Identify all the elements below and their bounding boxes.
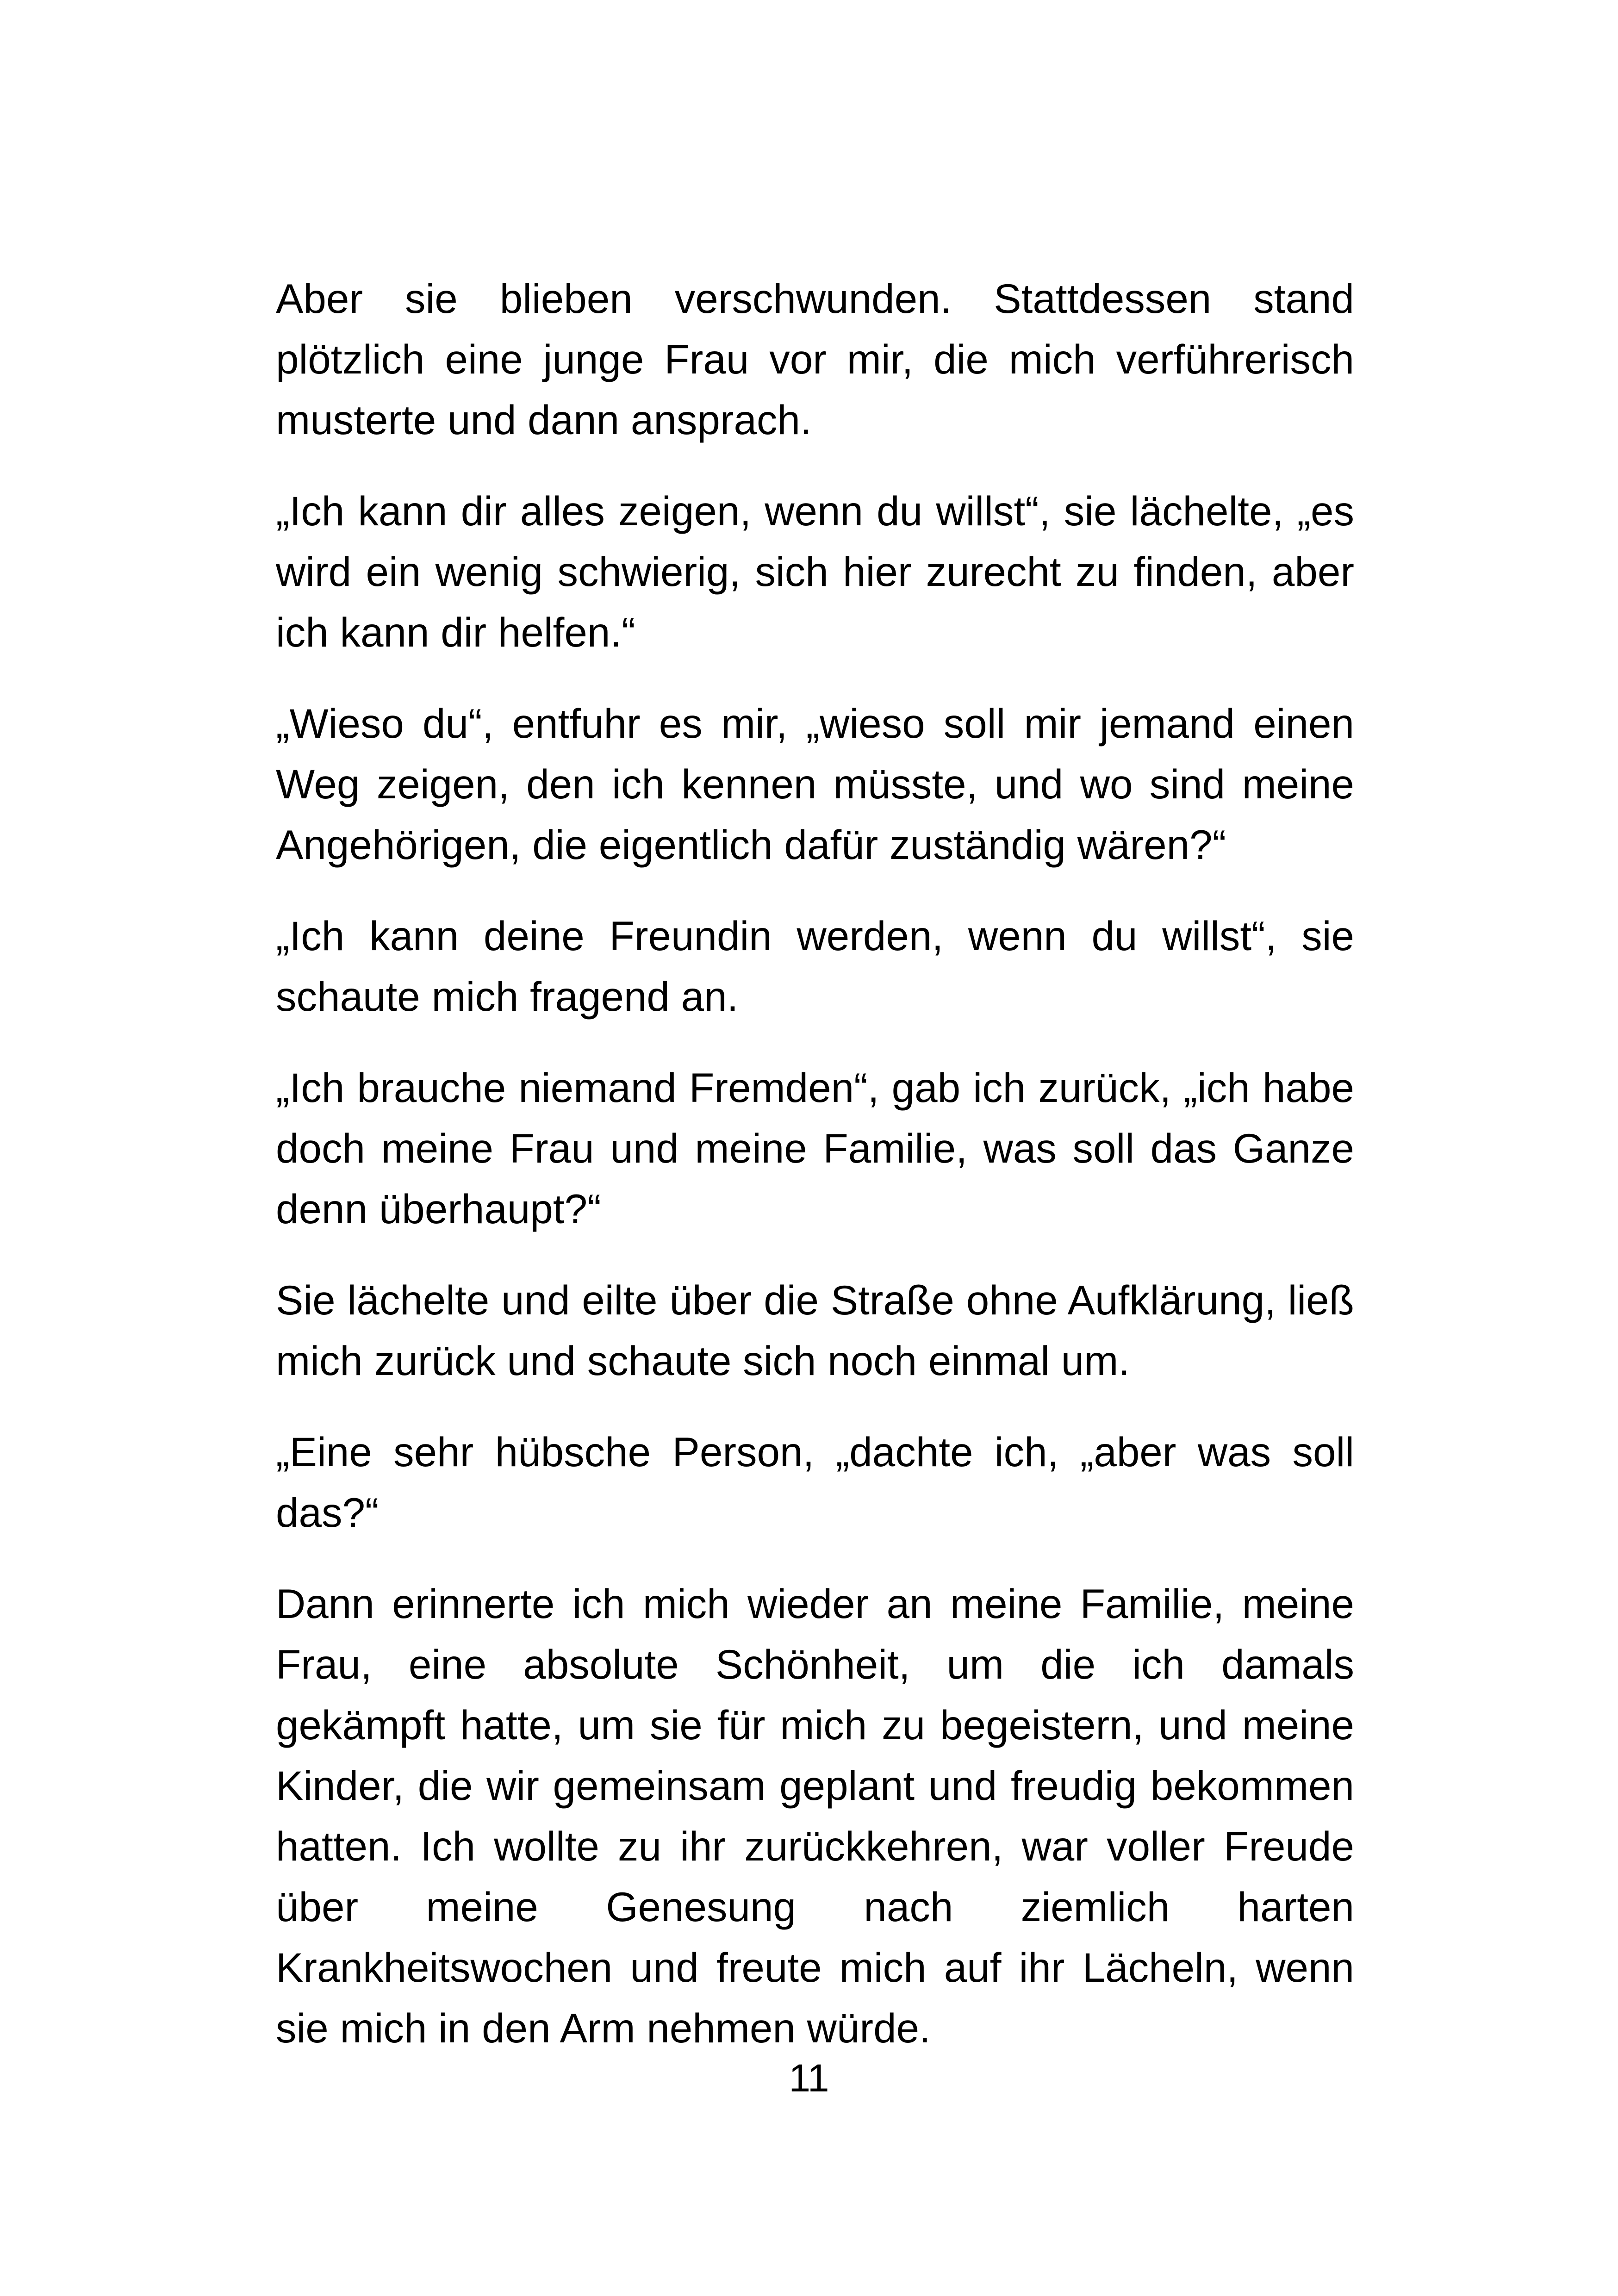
paragraph-5: „Ich brauche niemand Fremden“, gab ich zurück, „ich habe doch meine Frau und meine Familie, was soll das Ganze denn überhaupt?“	[276, 1064, 1354, 1232]
paragraph-7: „Eine sehr hübsche Person, „dachte ich, „aber was soll das?“	[276, 1429, 1354, 1536]
paragraph-8: Dann erinnerte ich mich wieder an meine Familie, meine Frau, eine absolute Schönheit, um die ich damals gekämpft hatte, um sie für mich zu begeistern, und meine Kinder, die wir gemeinsam geplant und freudig bekommen hatten. Ich wollte zu ihr zurückkehren, war voller Freude über meine Genesung nach ziemlich harten Krankheitswochen und freute mich auf ihr Lächeln, wenn sie mich in den Arm nehmen würde.	[276, 1580, 1354, 2051]
body-text	[276, 268, 1354, 2089]
paragraph-2: „Ich kann dir alles zeigen, wenn du willst“, sie lächelte, „es wird ein wenig schwierig, sich hier zurecht zu finden, aber ich kann dir helfen.“	[276, 488, 1354, 655]
paragraph-4: „Ich kann deine Freundin werden, wenn du willst“, sie schaute mich fragend an.	[276, 913, 1354, 1020]
paragraph-6: Sie lächelte und eilte über die Straße ohne Aufklärung, ließ mich zurück und schaute sich noch einmal um.	[276, 1277, 1354, 1384]
paragraph-1: Aber sie blieben verschwunden. Stattdessen stand plötzlich eine junge Frau vor mir, die mich verführerisch musterte und dann ansprach.	[276, 275, 1354, 443]
page-number: 11	[789, 2056, 829, 2100]
paragraph-3: „Wieso du“, entfuhr es mir, „wieso soll mir jemand einen Weg zeigen, den ich kennen müsste, und wo sind meine Angehörigen, die eigentlich dafür zuständig wären?“	[276, 700, 1354, 868]
